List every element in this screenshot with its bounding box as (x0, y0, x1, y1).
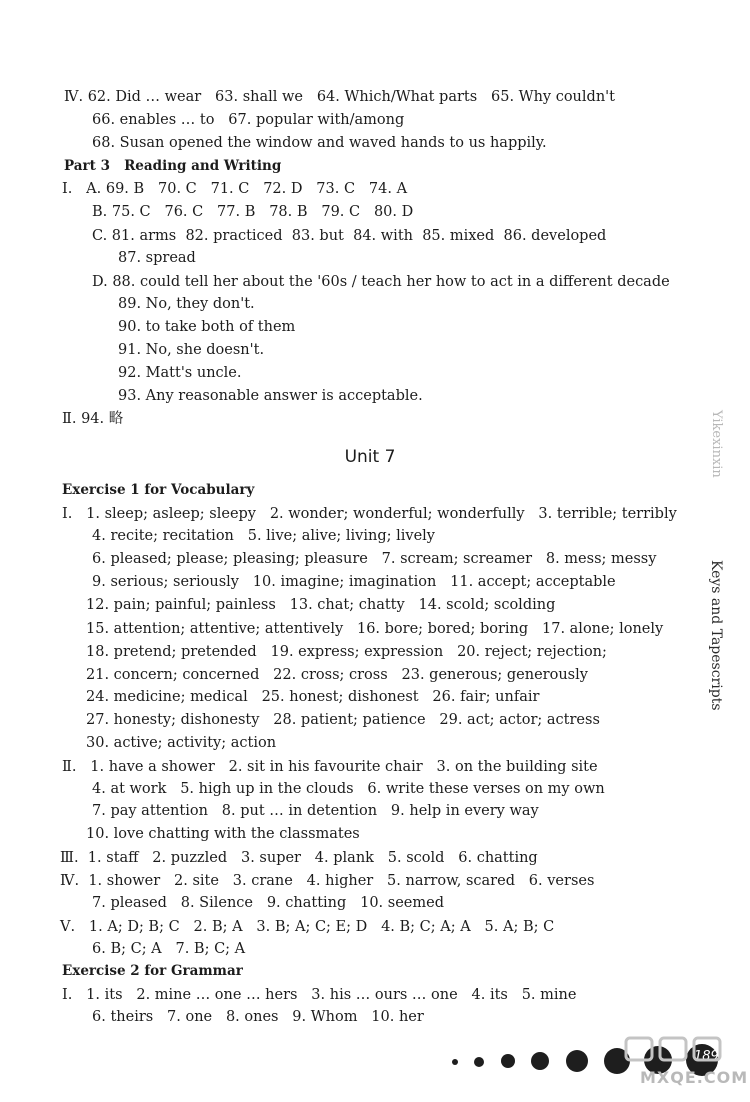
exercise1-heading: Exercise 1 for Vocabulary (62, 482, 255, 498)
page-dot (531, 1052, 549, 1070)
answer-line: 68. Susan opened the window and waved hands to us happily. (92, 135, 547, 151)
answer-line: 66. enables … to 67. popular with/among (92, 112, 405, 128)
answer-line: 4. recite; recitation 5. live; alive; living; lively (92, 528, 435, 544)
part3-heading: Part 3 Reading and Writing (64, 158, 282, 174)
answer-line: Ⅳ. 1. shower 2. site 3. crane 4. higher 5. narrow, scared 6. verses (60, 873, 595, 889)
answer-line: Ⅱ. 1. have a shower 2. sit in his favourite chair 3. on the building site (62, 759, 598, 775)
answer-line: Ⅱ. 94. 略 (62, 411, 124, 427)
answer-line: 30. active; activity; action (86, 735, 277, 751)
page-dot (474, 1057, 484, 1067)
answer-line: 10. love chatting with the classmates (86, 826, 360, 842)
page-dot (566, 1050, 588, 1072)
answer-line: Ⅲ. 1. staff 2. puzzled 3. super 4. plank 5. scold 6. chatting (60, 850, 538, 866)
page-dot (501, 1054, 515, 1068)
answer-line: 18. pretend; pretended 19. express; expression 20. reject; rejection; (86, 644, 607, 660)
side-labels (706, 410, 730, 710)
answer-line: 89. No, they don't. (118, 296, 255, 312)
answer-line: 90. to take both of them (118, 319, 296, 335)
answer-line: 24. medicine; medical 25. honest; dishonest 26. fair; unfair (86, 689, 540, 705)
answer-line: 7. pay attention 8. put … in detention 9. help in every way (92, 803, 539, 819)
answer-line: 87. spread (118, 250, 196, 266)
side-book-label: Yikexinxin (709, 410, 724, 478)
answer-line: Ⅰ. 1. its 2. mine … one … hers 3. his … ours … one 4. its 5. mine (62, 987, 577, 1003)
answer-line: 9. serious; seriously 10. imagine; imagination 11. accept; acceptable (92, 574, 616, 590)
page-dot (452, 1059, 458, 1065)
answer-line: 93. Any reasonable answer is acceptable. (118, 388, 423, 404)
answer-line: Ⅳ. 62. Did … wear 63. shall we 64. Which/What parts 65. Why couldn't (64, 89, 615, 105)
answer-line: 7. pleased 8. Silence 9. chatting 10. seemed (92, 895, 444, 911)
answer-line: 6. pleased; please; pleasing; pleasure 7. scream; screamer 8. mess; messy (92, 551, 657, 567)
answer-line: 21. concern; concerned 22. cross; cross 23. generous; generously (86, 667, 588, 683)
side-section-label: Keys and Tapescripts (708, 560, 724, 711)
answer-line: 6. theirs 7. one 8. ones 9. Whom 10. her (92, 1009, 424, 1025)
answer-line: Ⅴ. 1. A; D; B; C 2. B; A 3. B; A; C; E; D 4. B; C; A; A 5. A; B; C (60, 919, 555, 935)
answer-line: 6. B; C; A 7. B; C; A (92, 941, 246, 957)
answer-line: 27. honesty; dishonesty 28. patient; patience 29. act; actor; actress (86, 712, 600, 728)
page-number: 189 (694, 1049, 719, 1064)
answer-line: 15. attention; attentive; attentively 16. bore; bored; boring 17. alone; lonely (86, 621, 664, 637)
watermark-text: MXQE.COM (640, 1068, 749, 1087)
answer-line: C. 81. arms 82. practiced 83. but 84. with 85. mixed 86. developed (92, 228, 607, 244)
answer-line: 92. Matt's uncle. (118, 365, 242, 381)
answer-line: 91. No, she doesn't. (118, 342, 265, 358)
answer-line: Ⅰ. A. 69. B 70. C 71. C 72. D 73. C 74. A (62, 181, 408, 197)
unit-title: Unit 7 (344, 447, 396, 467)
answer-line: D. 88. could tell her about the '60s / teach her how to act in a different decade (92, 274, 670, 290)
exercise2-heading: Exercise 2 for Grammar (62, 963, 243, 979)
answer-line: Ⅰ. 1. sleep; asleep; sleepy 2. wonder; wonderful; wonderfully 3. terrible; terribly (62, 506, 677, 522)
answer-line: 12. pain; painful; painless 13. chat; chatty 14. scold; scolding (86, 597, 556, 613)
answer-line: B. 75. C 76. C 77. B 78. B 79. C 80. D (92, 204, 414, 220)
answer-line: 4. at work 5. high up in the clouds 6. write these verses on my own (92, 781, 605, 797)
